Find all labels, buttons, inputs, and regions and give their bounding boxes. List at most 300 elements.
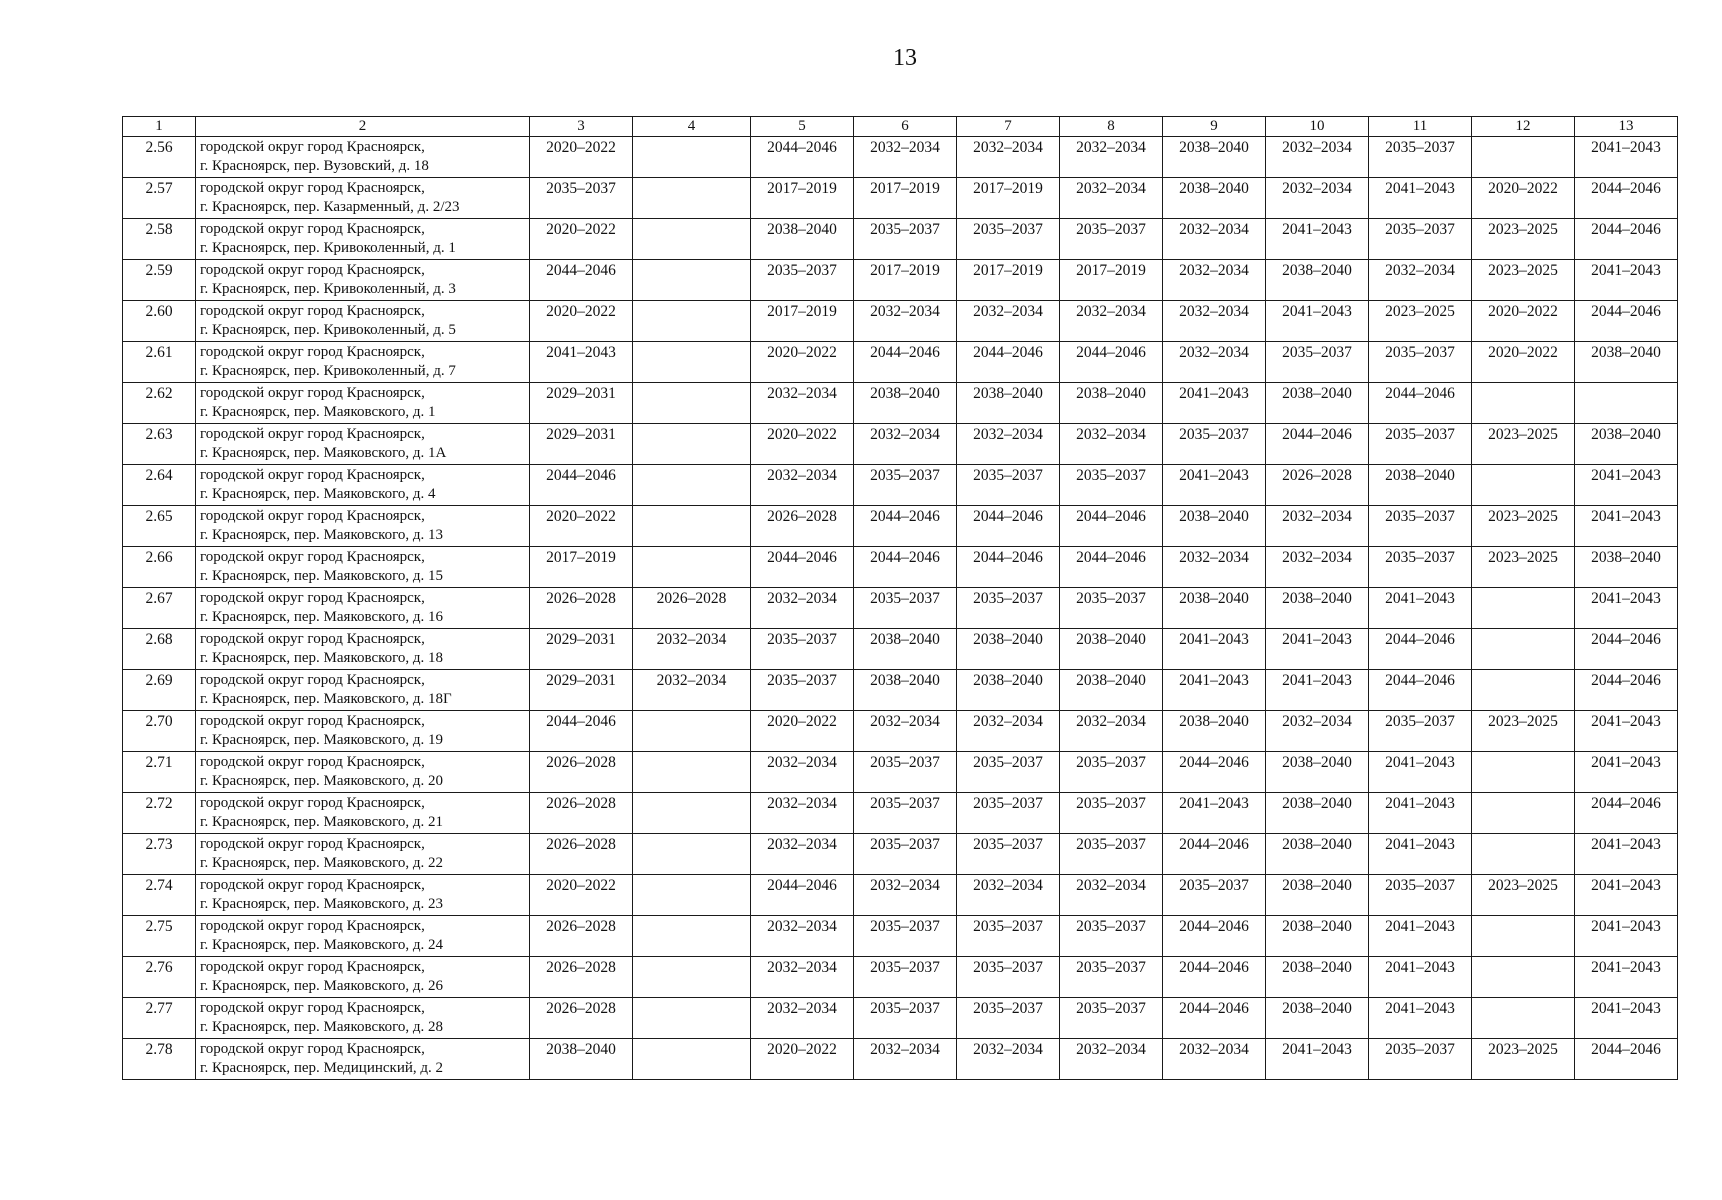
address-line-district: городской округ город Красноярск, — [200, 1000, 425, 1016]
table-row — [123, 957, 1678, 998]
period-cell-col-6: 2035–2037 — [854, 752, 957, 793]
period-cell-col-4 — [633, 547, 751, 588]
period-cell-col-4 — [633, 260, 751, 301]
period-cell-col-5: 2032–2034 — [751, 465, 854, 506]
address-line-street: г. Красноярск, пер. Маяковского, д. 1А — [200, 445, 447, 461]
period-cell-col-11: 2035–2037 — [1369, 711, 1472, 752]
period-cell-col-8: 2035–2037 — [1060, 465, 1163, 506]
period-cell-col-13: 2041–2043 — [1575, 506, 1678, 547]
period-cell-col-7: 2017–2019 — [957, 178, 1060, 219]
period-cell-col-4 — [633, 506, 751, 547]
period-cell-col-5: 2038–2040 — [751, 219, 854, 260]
period-cell-col-8: 2035–2037 — [1060, 588, 1163, 629]
period-cell-col-13: 2041–2043 — [1575, 916, 1678, 957]
period-cell-col-5: 2017–2019 — [751, 178, 854, 219]
period-cell-col-13: 2041–2043 — [1575, 875, 1678, 916]
column-header-1: 1 — [123, 117, 196, 137]
row-number-cell: 2.64 — [123, 465, 196, 506]
address-line-district: городской округ город Красноярск, — [200, 221, 425, 237]
period-cell-col-7: 2035–2037 — [957, 219, 1060, 260]
period-cell-col-4 — [633, 834, 751, 875]
period-cell-col-12: 2023–2025 — [1472, 219, 1575, 260]
period-cell-col-7: 2038–2040 — [957, 383, 1060, 424]
period-cell-col-12 — [1472, 793, 1575, 834]
period-cell-col-10: 2032–2034 — [1266, 506, 1369, 547]
table-row — [123, 547, 1678, 588]
period-cell-col-4: 2032–2034 — [633, 670, 751, 711]
period-cell-col-13: 2044–2046 — [1575, 301, 1678, 342]
period-cell-col-6: 2035–2037 — [854, 588, 957, 629]
period-cell-col-7: 2035–2037 — [957, 834, 1060, 875]
table-row — [123, 998, 1678, 1039]
period-cell-col-10: 2038–2040 — [1266, 260, 1369, 301]
address-cell — [196, 1039, 530, 1080]
period-cell-col-7: 2032–2034 — [957, 301, 1060, 342]
period-cell-col-6: 2032–2034 — [854, 137, 957, 178]
period-cell-col-11: 2041–2043 — [1369, 793, 1472, 834]
address-line-street: г. Красноярск, пер. Маяковского, д. 20 — [200, 773, 444, 789]
address-line-street: г. Красноярск, пер. Кривоколенный, д. 7 — [200, 363, 456, 379]
period-cell-col-9: 2038–2040 — [1163, 506, 1266, 547]
address-cell — [196, 178, 530, 219]
period-cell-col-5: 2032–2034 — [751, 998, 854, 1039]
period-cell-col-9: 2032–2034 — [1163, 219, 1266, 260]
period-cell-col-3: 2020–2022 — [530, 875, 633, 916]
period-cell-col-8: 2035–2037 — [1060, 219, 1163, 260]
period-cell-col-11: 2044–2046 — [1369, 629, 1472, 670]
address-line-district: городской округ город Красноярск, — [200, 959, 425, 975]
address-cell — [196, 793, 530, 834]
period-cell-col-3: 2029–2031 — [530, 670, 633, 711]
address-cell — [196, 260, 530, 301]
period-cell-col-10: 2041–2043 — [1266, 219, 1369, 260]
period-cell-col-13: 2044–2046 — [1575, 219, 1678, 260]
period-cell-col-7: 2038–2040 — [957, 629, 1060, 670]
period-cell-col-12: 2020–2022 — [1472, 178, 1575, 219]
period-cell-col-3: 2029–2031 — [530, 629, 633, 670]
period-cell-col-11: 2035–2037 — [1369, 137, 1472, 178]
period-cell-col-9: 2044–2046 — [1163, 834, 1266, 875]
period-cell-col-12: 2020–2022 — [1472, 342, 1575, 383]
row-number-cell: 2.59 — [123, 260, 196, 301]
period-cell-col-3: 2020–2022 — [530, 506, 633, 547]
period-cell-col-5: 2026–2028 — [751, 506, 854, 547]
period-cell-col-3: 2017–2019 — [530, 547, 633, 588]
period-cell-col-4 — [633, 916, 751, 957]
period-cell-col-6: 2017–2019 — [854, 260, 957, 301]
period-cell-col-5: 2032–2034 — [751, 793, 854, 834]
period-cell-col-13 — [1575, 383, 1678, 424]
period-cell-col-6: 2035–2037 — [854, 793, 957, 834]
period-cell-col-8: 2032–2034 — [1060, 711, 1163, 752]
period-cell-col-6: 2035–2037 — [854, 916, 957, 957]
period-cell-col-3: 2038–2040 — [530, 1039, 633, 1080]
period-cell-col-12: 2023–2025 — [1472, 711, 1575, 752]
period-cell-col-8: 2044–2046 — [1060, 506, 1163, 547]
column-header-7: 7 — [957, 117, 1060, 137]
period-cell-col-9: 2041–2043 — [1163, 629, 1266, 670]
period-cell-col-6: 2035–2037 — [854, 998, 957, 1039]
period-cell-col-12 — [1472, 588, 1575, 629]
address-line-street: г. Красноярск, пер. Медицинский, д. 2 — [200, 1060, 444, 1076]
period-cell-col-11: 2035–2037 — [1369, 875, 1472, 916]
row-number-cell: 2.73 — [123, 834, 196, 875]
period-cell-col-7: 2035–2037 — [957, 793, 1060, 834]
period-cell-col-5: 2032–2034 — [751, 383, 854, 424]
table-row — [123, 506, 1678, 547]
period-cell-col-4 — [633, 424, 751, 465]
period-cell-col-12: 2023–2025 — [1472, 424, 1575, 465]
address-line-street: г. Красноярск, пер. Маяковского, д. 24 — [200, 937, 444, 953]
table-row — [123, 465, 1678, 506]
period-cell-col-3: 2020–2022 — [530, 219, 633, 260]
period-cell-col-4 — [633, 1039, 751, 1080]
row-number-cell: 2.60 — [123, 301, 196, 342]
period-cell-col-11: 2041–2043 — [1369, 998, 1472, 1039]
address-line-district: городской округ город Красноярск, — [200, 139, 425, 155]
period-cell-col-4: 2026–2028 — [633, 588, 751, 629]
period-cell-col-12: 2023–2025 — [1472, 260, 1575, 301]
column-header-3: 3 — [530, 117, 633, 137]
period-cell-col-13: 2041–2043 — [1575, 465, 1678, 506]
column-header-13: 13 — [1575, 117, 1678, 137]
address-line-street: г. Красноярск, пер. Кривоколенный, д. 1 — [200, 240, 456, 256]
table-row — [123, 260, 1678, 301]
period-cell-col-10: 2032–2034 — [1266, 711, 1369, 752]
period-cell-col-11: 2044–2046 — [1369, 670, 1472, 711]
address-cell — [196, 219, 530, 260]
address-cell — [196, 383, 530, 424]
period-cell-col-8: 2035–2037 — [1060, 834, 1163, 875]
period-cell-col-4 — [633, 793, 751, 834]
column-header-12: 12 — [1472, 117, 1575, 137]
address-line-district: городской округ город Красноярск, — [200, 631, 425, 647]
period-cell-col-7: 2035–2037 — [957, 752, 1060, 793]
period-cell-col-12 — [1472, 670, 1575, 711]
period-cell-col-7: 2017–2019 — [957, 260, 1060, 301]
row-number-cell: 2.66 — [123, 547, 196, 588]
period-cell-col-6: 2044–2046 — [854, 506, 957, 547]
period-cell-col-13: 2041–2043 — [1575, 752, 1678, 793]
period-cell-col-13: 2041–2043 — [1575, 137, 1678, 178]
period-cell-col-10: 2026–2028 — [1266, 465, 1369, 506]
table-row — [123, 711, 1678, 752]
address-line-district: городской округ город Красноярск, — [200, 1041, 425, 1057]
address-line-street: г. Красноярск, пер. Маяковского, д. 19 — [200, 732, 444, 748]
address-line-district: городской округ город Красноярск, — [200, 836, 425, 852]
table-row — [123, 629, 1678, 670]
row-number-cell: 2.70 — [123, 711, 196, 752]
table-row — [123, 342, 1678, 383]
row-number-cell: 2.57 — [123, 178, 196, 219]
address-line-street: г. Красноярск, пер. Вузовский, д. 18 — [200, 158, 429, 174]
period-cell-col-10: 2035–2037 — [1266, 342, 1369, 383]
period-cell-col-9: 2044–2046 — [1163, 998, 1266, 1039]
address-line-district: городской округ город Красноярск, — [200, 303, 425, 319]
period-cell-col-11: 2041–2043 — [1369, 588, 1472, 629]
address-cell — [196, 834, 530, 875]
period-cell-col-10: 2038–2040 — [1266, 957, 1369, 998]
period-cell-col-13: 2044–2046 — [1575, 178, 1678, 219]
row-number-cell: 2.58 — [123, 219, 196, 260]
period-cell-col-9: 2032–2034 — [1163, 342, 1266, 383]
row-number-cell: 2.65 — [123, 506, 196, 547]
table-row — [123, 834, 1678, 875]
row-number-cell: 2.61 — [123, 342, 196, 383]
period-cell-col-4 — [633, 301, 751, 342]
period-cell-col-4: 2032–2034 — [633, 629, 751, 670]
period-cell-col-10: 2044–2046 — [1266, 424, 1369, 465]
period-cell-col-13: 2041–2043 — [1575, 260, 1678, 301]
period-cell-col-7: 2032–2034 — [957, 424, 1060, 465]
address-cell — [196, 998, 530, 1039]
period-cell-col-3: 2044–2046 — [530, 711, 633, 752]
table-header — [123, 117, 1678, 137]
period-cell-col-10: 2041–2043 — [1266, 301, 1369, 342]
period-cell-col-11: 2044–2046 — [1369, 383, 1472, 424]
period-cell-col-7: 2032–2034 — [957, 137, 1060, 178]
period-cell-col-5: 2032–2034 — [751, 588, 854, 629]
period-cell-col-10: 2041–2043 — [1266, 629, 1369, 670]
address-line-street: г. Красноярск, пер. Кривоколенный, д. 5 — [200, 322, 456, 338]
period-cell-col-10: 2038–2040 — [1266, 383, 1369, 424]
address-line-street: г. Красноярск, пер. Кривоколенный, д. 3 — [200, 281, 456, 297]
period-cell-col-13: 2041–2043 — [1575, 957, 1678, 998]
column-header-5: 5 — [751, 117, 854, 137]
period-cell-col-9: 2044–2046 — [1163, 916, 1266, 957]
period-cell-col-5: 2035–2037 — [751, 260, 854, 301]
address-line-street: г. Красноярск, пер. Казарменный, д. 2/23 — [200, 199, 460, 215]
period-cell-col-12 — [1472, 629, 1575, 670]
period-cell-col-12 — [1472, 998, 1575, 1039]
period-cell-col-7: 2035–2037 — [957, 588, 1060, 629]
period-cell-col-5: 2044–2046 — [751, 137, 854, 178]
period-cell-col-8: 2038–2040 — [1060, 383, 1163, 424]
table-row — [123, 219, 1678, 260]
row-number-cell: 2.68 — [123, 629, 196, 670]
period-cell-col-5: 2035–2037 — [751, 629, 854, 670]
period-cell-col-8: 2032–2034 — [1060, 875, 1163, 916]
period-cell-col-10: 2041–2043 — [1266, 670, 1369, 711]
period-cell-col-3: 2020–2022 — [530, 301, 633, 342]
period-cell-col-10: 2038–2040 — [1266, 834, 1369, 875]
address-cell — [196, 506, 530, 547]
period-cell-col-11: 2038–2040 — [1369, 465, 1472, 506]
period-cell-col-13: 2041–2043 — [1575, 998, 1678, 1039]
address-line-street: г. Красноярск, пер. Маяковского, д. 1 — [200, 404, 436, 420]
address-line-street: г. Красноярск, пер. Маяковского, д. 22 — [200, 855, 444, 871]
table-row — [123, 301, 1678, 342]
period-cell-col-5: 2032–2034 — [751, 752, 854, 793]
period-cell-col-5: 2020–2022 — [751, 711, 854, 752]
period-cell-col-3: 2026–2028 — [530, 916, 633, 957]
period-cell-col-5: 2044–2046 — [751, 547, 854, 588]
row-number-cell: 2.67 — [123, 588, 196, 629]
period-cell-col-9: 2038–2040 — [1163, 711, 1266, 752]
column-header-11: 11 — [1369, 117, 1472, 137]
period-cell-col-9: 2035–2037 — [1163, 424, 1266, 465]
period-cell-col-3: 2026–2028 — [530, 588, 633, 629]
period-cell-col-12 — [1472, 752, 1575, 793]
period-cell-col-6: 2035–2037 — [854, 219, 957, 260]
row-number-cell: 2.71 — [123, 752, 196, 793]
period-cell-col-8: 2044–2046 — [1060, 547, 1163, 588]
table-row — [123, 670, 1678, 711]
period-cell-col-9: 2032–2034 — [1163, 301, 1266, 342]
period-cell-col-6: 2032–2034 — [854, 875, 957, 916]
address-cell — [196, 301, 530, 342]
period-cell-col-6: 2038–2040 — [854, 670, 957, 711]
period-cell-col-4 — [633, 137, 751, 178]
address-line-district: городской округ город Красноярск, — [200, 385, 425, 401]
period-cell-col-3: 2044–2046 — [530, 465, 633, 506]
period-cell-col-6: 2032–2034 — [854, 1039, 957, 1080]
period-cell-col-4 — [633, 465, 751, 506]
period-cell-col-8: 2032–2034 — [1060, 424, 1163, 465]
period-cell-col-6: 2017–2019 — [854, 178, 957, 219]
row-number-cell: 2.62 — [123, 383, 196, 424]
address-line-district: городской округ город Красноярск, — [200, 795, 425, 811]
period-cell-col-12: 2023–2025 — [1472, 875, 1575, 916]
period-cell-col-13: 2044–2046 — [1575, 629, 1678, 670]
period-cell-col-11: 2035–2037 — [1369, 506, 1472, 547]
period-cell-col-7: 2044–2046 — [957, 342, 1060, 383]
period-cell-col-11: 2032–2034 — [1369, 260, 1472, 301]
row-number-cell: 2.77 — [123, 998, 196, 1039]
period-cell-col-11: 2035–2037 — [1369, 342, 1472, 383]
period-cell-col-3: 2026–2028 — [530, 834, 633, 875]
period-cell-col-10: 2041–2043 — [1266, 1039, 1369, 1080]
period-cell-col-6: 2032–2034 — [854, 424, 957, 465]
period-cell-col-5: 2032–2034 — [751, 957, 854, 998]
period-cell-col-7: 2035–2037 — [957, 465, 1060, 506]
address-line-district: городской округ город Красноярск, — [200, 262, 425, 278]
address-line-district: городской округ город Красноярск, — [200, 918, 425, 934]
period-cell-col-13: 2044–2046 — [1575, 670, 1678, 711]
period-cell-col-3: 2020–2022 — [530, 137, 633, 178]
address-cell — [196, 752, 530, 793]
period-cell-col-10: 2032–2034 — [1266, 547, 1369, 588]
period-cell-col-10: 2032–2034 — [1266, 178, 1369, 219]
address-line-street: г. Красноярск, пер. Маяковского, д. 28 — [200, 1019, 444, 1035]
period-cell-col-7: 2035–2037 — [957, 957, 1060, 998]
period-cell-col-9: 2038–2040 — [1163, 588, 1266, 629]
row-number-cell: 2.63 — [123, 424, 196, 465]
period-cell-col-7: 2044–2046 — [957, 506, 1060, 547]
period-cell-col-7: 2032–2034 — [957, 711, 1060, 752]
column-header-4: 4 — [633, 117, 751, 137]
address-line-street: г. Красноярск, пер. Маяковского, д. 4 — [200, 486, 436, 502]
period-cell-col-11: 2041–2043 — [1369, 178, 1472, 219]
period-cell-col-10: 2038–2040 — [1266, 752, 1369, 793]
period-cell-col-4 — [633, 711, 751, 752]
address-cell — [196, 137, 530, 178]
period-cell-col-13: 2044–2046 — [1575, 1039, 1678, 1080]
table-row — [123, 875, 1678, 916]
period-cell-col-8: 2035–2037 — [1060, 752, 1163, 793]
row-number-cell: 2.56 — [123, 137, 196, 178]
period-cell-col-4 — [633, 219, 751, 260]
period-cell-col-6: 2035–2037 — [854, 465, 957, 506]
address-line-district: городской округ город Красноярск, — [200, 467, 425, 483]
table-row — [123, 793, 1678, 834]
address-line-district: городской округ город Красноярск, — [200, 426, 425, 442]
period-cell-col-6: 2044–2046 — [854, 547, 957, 588]
row-number-cell: 2.72 — [123, 793, 196, 834]
column-header-10: 10 — [1266, 117, 1369, 137]
address-line-street: г. Красноярск, пер. Маяковского, д. 13 — [200, 527, 444, 543]
period-cell-col-9: 2035–2037 — [1163, 875, 1266, 916]
period-cell-col-3: 2026–2028 — [530, 998, 633, 1039]
period-cell-col-3: 2026–2028 — [530, 957, 633, 998]
period-cell-col-11: 2041–2043 — [1369, 957, 1472, 998]
schedule-table — [122, 116, 1678, 1080]
period-cell-col-4 — [633, 752, 751, 793]
table-row — [123, 137, 1678, 178]
period-cell-col-8: 2044–2046 — [1060, 342, 1163, 383]
period-cell-col-3: 2026–2028 — [530, 752, 633, 793]
address-line-district: городской округ город Красноярск, — [200, 180, 425, 196]
period-cell-col-7: 2044–2046 — [957, 547, 1060, 588]
table-row — [123, 1039, 1678, 1080]
period-cell-col-12 — [1472, 465, 1575, 506]
period-cell-col-13: 2038–2040 — [1575, 424, 1678, 465]
address-line-district: городской округ город Красноярск, — [200, 713, 425, 729]
period-cell-col-12 — [1472, 916, 1575, 957]
address-cell — [196, 670, 530, 711]
row-number-cell: 2.69 — [123, 670, 196, 711]
address-cell — [196, 957, 530, 998]
address-line-district: городской округ город Красноярск, — [200, 508, 425, 524]
address-line-street: г. Красноярск, пер. Маяковского, д. 15 — [200, 568, 444, 584]
period-cell-col-12: 2023–2025 — [1472, 547, 1575, 588]
period-cell-col-4 — [633, 957, 751, 998]
column-header-9: 9 — [1163, 117, 1266, 137]
table-body — [123, 137, 1678, 1080]
period-cell-col-4 — [633, 178, 751, 219]
period-cell-col-13: 2041–2043 — [1575, 834, 1678, 875]
address-cell — [196, 547, 530, 588]
address-cell — [196, 424, 530, 465]
period-cell-col-9: 2038–2040 — [1163, 178, 1266, 219]
period-cell-col-8: 2038–2040 — [1060, 629, 1163, 670]
address-line-street: г. Красноярск, пер. Маяковского, д. 26 — [200, 978, 444, 994]
period-cell-col-5: 2020–2022 — [751, 342, 854, 383]
period-cell-col-8: 2032–2034 — [1060, 137, 1163, 178]
period-cell-col-9: 2038–2040 — [1163, 137, 1266, 178]
period-cell-col-3: 2035–2037 — [530, 178, 633, 219]
address-cell — [196, 629, 530, 670]
address-cell — [196, 875, 530, 916]
row-number-cell: 2.74 — [123, 875, 196, 916]
period-cell-col-11: 2035–2037 — [1369, 219, 1472, 260]
table-row — [123, 916, 1678, 957]
address-cell — [196, 588, 530, 629]
period-cell-col-5: 2020–2022 — [751, 1039, 854, 1080]
period-cell-col-9: 2041–2043 — [1163, 670, 1266, 711]
period-cell-col-13: 2044–2046 — [1575, 793, 1678, 834]
table-row — [123, 178, 1678, 219]
period-cell-col-6: 2044–2046 — [854, 342, 957, 383]
period-cell-col-13: 2038–2040 — [1575, 342, 1678, 383]
period-cell-col-3: 2029–2031 — [530, 383, 633, 424]
address-line-street: г. Красноярск, пер. Маяковского, д. 18Г — [200, 691, 452, 707]
period-cell-col-11: 2023–2025 — [1369, 301, 1472, 342]
period-cell-col-12 — [1472, 834, 1575, 875]
period-cell-col-6: 2038–2040 — [854, 383, 957, 424]
period-cell-col-4 — [633, 383, 751, 424]
row-number-cell: 2.78 — [123, 1039, 196, 1080]
